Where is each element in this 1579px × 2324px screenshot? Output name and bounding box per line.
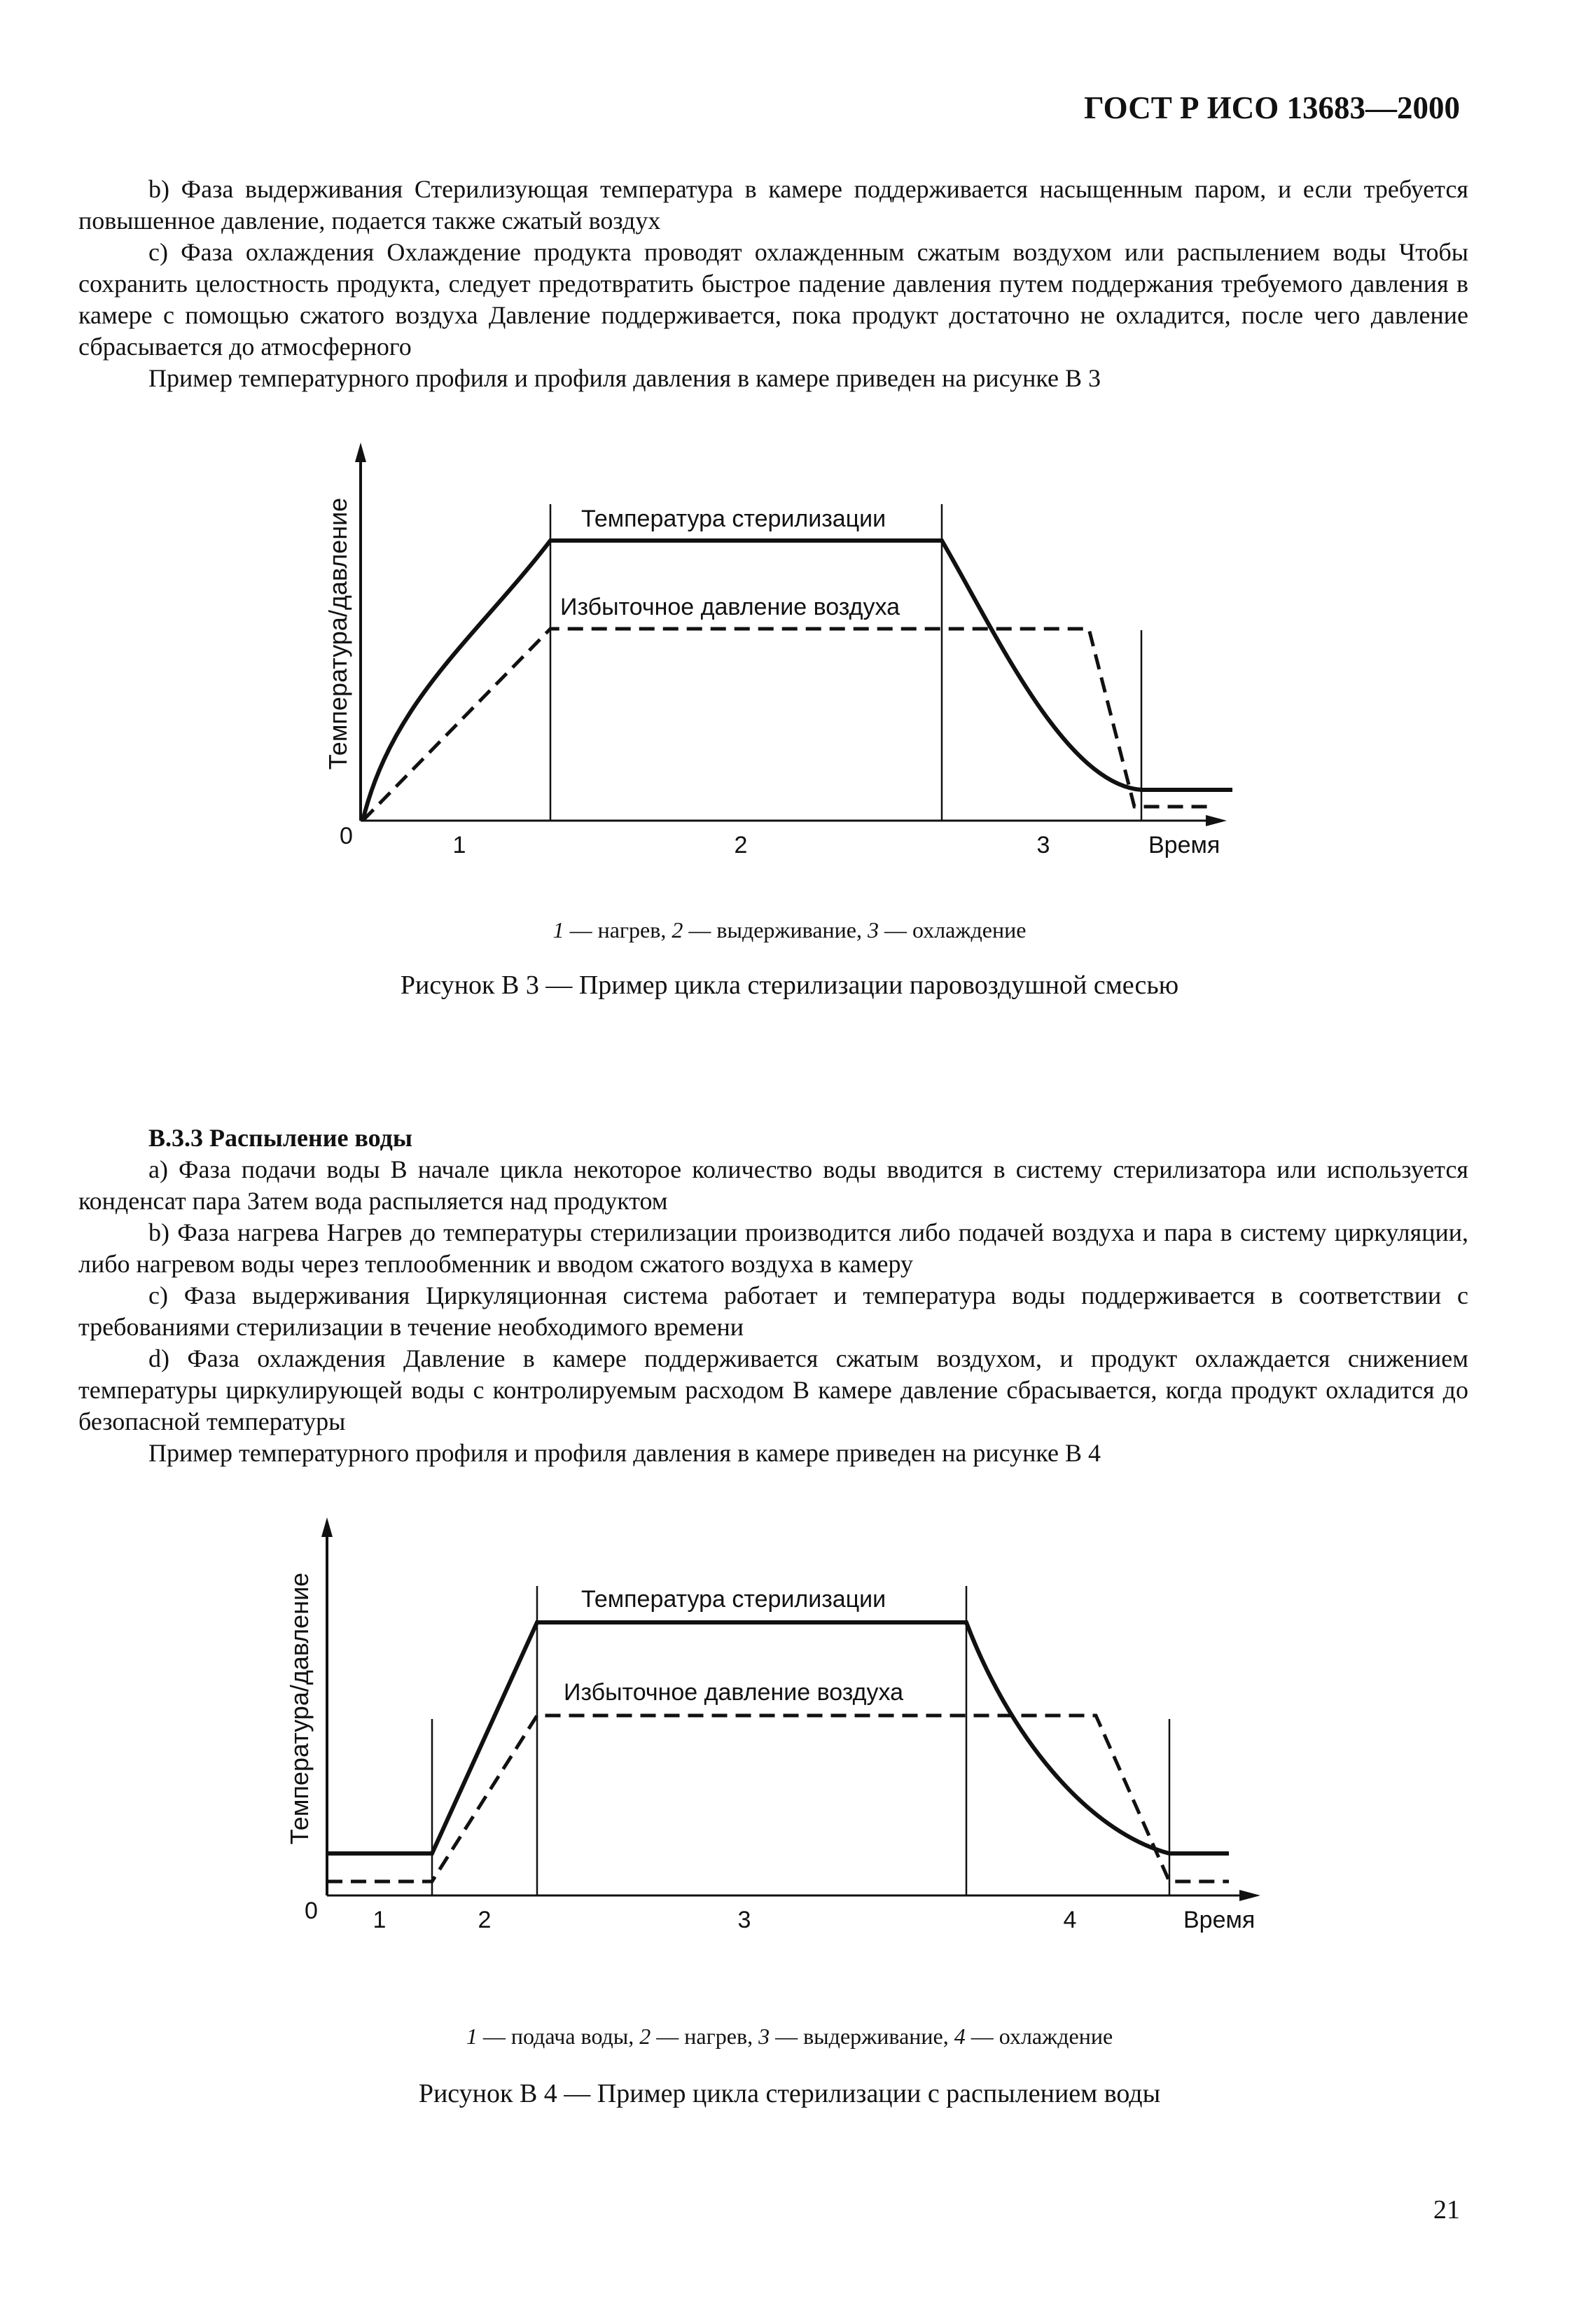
figure3-pressure-curve — [363, 629, 1215, 821]
figure3-y-arrow — [355, 443, 366, 462]
page-number: 21 — [1433, 2195, 1460, 2225]
figure4-y-label: Температура/давление — [285, 1572, 314, 1845]
figure3-x-label: Время — [1148, 832, 1220, 858]
standard-header: ГОСТ Р ИСО 13683—2000 — [1084, 90, 1460, 125]
section2-text — [78, 1122, 1468, 1469]
legend-key-text: — охлаждение — [965, 2024, 1113, 2049]
figure4-pressure-curve — [327, 1716, 1229, 1881]
legend-key-number: 2 — [672, 917, 683, 942]
figure3-caption: Рисунок В 3 — Пример цикла стерилизации паровоздушной смесью — [400, 970, 1179, 1000]
legend-key-number: 1 — [552, 917, 564, 942]
paragraph-cooling-phase: c) Фаза охлаждения Охлаждение продукта проводят охлажденным сжатым воздухом или распылением воды Чтобы сохранить целостность продукта, следует предотвратить быстрое падение давления путем поддержания требуемого давления в камере с помощью сжатого воздуха Давление поддерживается, пока продукт достаточно не охладится, после чего давление сбрасывается до атмосферного — [78, 238, 1468, 361]
paragraph-figure4-reference: Пример температурного профиля и профиля давления в камере приведен на рисунке В 4 — [148, 1439, 1101, 1467]
legend-key-text: — нагрев, — [651, 2024, 759, 2049]
figure3-origin-label: 0 — [340, 823, 353, 849]
figure4-x-label: Время — [1183, 1907, 1255, 1933]
figure4-temperature-curve — [327, 1622, 1229, 1853]
figure4-phase-label: 2 — [478, 1907, 492, 1933]
figure4-origin-label: 0 — [305, 1898, 318, 1924]
figure3-phase-label: 1 — [452, 832, 466, 858]
figure4-y-arrow — [321, 1517, 333, 1537]
figure3-phase-label: 3 — [1036, 832, 1050, 858]
figure3-temperature-label: Температура стерилизации — [581, 506, 886, 532]
figure4-chart — [0, 1509, 1579, 1957]
legend-key-number: 3 — [758, 2024, 770, 2049]
figure3-x-arrow — [1206, 815, 1227, 826]
paragraph-holding-phase: b) Фаза выдерживания Стерилизующая температура в камере поддерживается насыщенным паром, и если требуется повышенное давление, подается также сжатый воздух — [78, 175, 1468, 235]
figure3-y-label: Температура/давление — [324, 497, 352, 770]
figure4-legend — [0, 2024, 1579, 2050]
legend-key-text: — выдерживание, — [770, 2024, 954, 2049]
figure4-phase-label: 4 — [1063, 1907, 1077, 1933]
paragraph-heating-phase: b) Фаза нагрева Нагрев до температуры стерилизации производится либо подачей воздуха и пара в систему циркуляции, либо нагревом воды через теплообменник и вводом сжатого воздуха в камеру — [78, 1218, 1468, 1278]
legend-key-number: 4 — [954, 2024, 966, 2049]
paragraph-cooling-phase: d) Фаза охлаждения Давление в камере поддерживается сжатым воздухом, и продукт охлаждается снижением температуры циркулирующей воды с контролируемым расходом В камере давление сбрасывается, когда продукт охладится до безопасной температуры — [78, 1344, 1468, 1435]
paragraph-holding-phase: c) Фаза выдерживания Циркуляционная система работает и температура воды поддерживается в соответствии с требованиями стерилизации в течение необходимого времени — [78, 1281, 1468, 1341]
figure4-phase-label: 3 — [737, 1907, 751, 1933]
figure3-chart — [0, 434, 1579, 882]
section-heading: В.3.3 Распыление воды — [148, 1124, 412, 1152]
figure3-pressure-label: Избыточное давление воздуха — [560, 594, 900, 620]
legend-key-text: — подача воды, — [477, 2024, 640, 2049]
legend-key-number: 3 — [868, 917, 879, 942]
paragraph-figure3-reference: Пример температурного профиля и профиля давления в камере приведен на рисунке В 3 — [148, 364, 1101, 392]
paragraph-water-feed-phase: a) Фаза подачи воды В начале цикла некоторое количество воды вводится в систему стерилизатора или используется конденсат пара Затем вода распыляется над продуктом — [78, 1155, 1468, 1215]
legend-key-number: 2 — [639, 2024, 651, 2049]
figure4-x-arrow — [1239, 1890, 1260, 1901]
figure4-caption: Рисунок В 4 — Пример цикла стерилизации с распылением воды — [418, 2079, 1161, 2108]
legend-key-number: 1 — [466, 2024, 478, 2049]
figure4-phase-label: 1 — [373, 1907, 387, 1933]
legend-key-text: — охлаждение — [879, 917, 1027, 942]
legend-key-text: — выдерживание, — [683, 917, 868, 942]
figure4-temperature-label: Температура стерилизации — [581, 1586, 886, 1613]
section1-text — [78, 174, 1468, 394]
figure3-phase-label: 2 — [734, 832, 748, 858]
legend-key-text: — нагрев, — [564, 917, 672, 942]
figure3-legend — [0, 917, 1579, 943]
figure4-pressure-label: Избыточное давление воздуха — [564, 1679, 903, 1706]
